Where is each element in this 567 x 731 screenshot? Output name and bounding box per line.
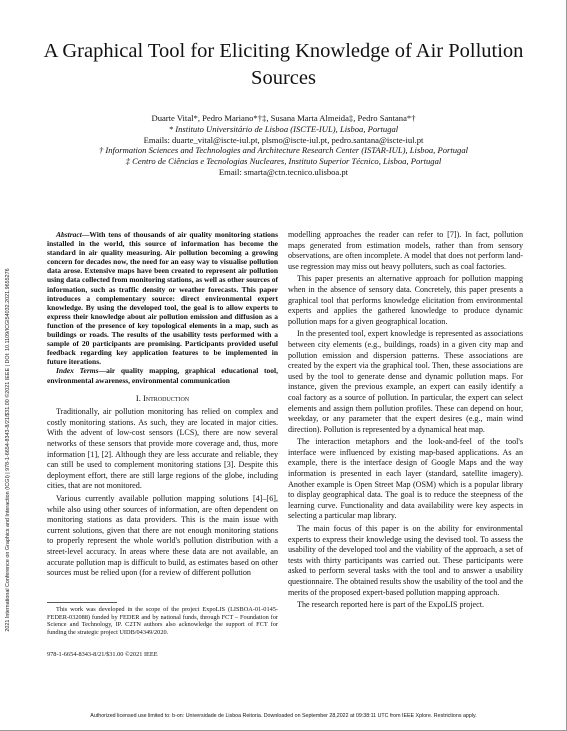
author-emails: Emails: duarte_vital@iscte-iul.pt, plsmo@iscte-iul.pt, pedro.santana@iscte-iul.pt (143, 134, 424, 145)
footnote (47, 602, 278, 636)
right-column (288, 230, 523, 613)
abstract (47, 230, 278, 366)
body-paragraph: The research reported here is part of the ExpoLIS project. (297, 600, 484, 610)
body-paragraph: Various currently available pollution mapping solutions [4]–[6], while also using other sources of information, are often dependent on monitoring stations as data providers. This is the main issue with current solutions, given that there are not enough monitoring stations to properly represent the whole world's pollution distribution with a street-level accuracy. In areas where these data are not available, an accurate pollution map is difficult to build, as estimates based on other sources must be relied upon (for a review of different pollution (47, 493, 278, 578)
abstract-label: Abstract (56, 230, 82, 239)
body-paragraph: In the presented tool, expert knowledge is represented as associations between city elements (e.g., buildings, roads) in a given city map and pollution emission and dispersion patterns. These associations are created by the expert via the graphical tool. Then, these associations are used by the tool to generate dense and dynamic pollution maps. For instance, given the previous example, an expert can easily identify a coal factory as a source of pollution. In particular, the expert can select elements and assign them pollution profiles. These can depend on hour, weekday, or any parameter that the expert desires (e.g., main wind direction). Pollution is represented by a dynamical heat map. (288, 329, 523, 434)
body-paragraph: modelling approaches the reader can refer to [7]). In fact, pollution maps generated from estimation models, rather than from sensory observations, are often incomplete. A model that does not perform land-use regression may miss out heavy polluters, such as coal factories. (288, 230, 523, 271)
affiliation-1: * Instituto Universitário de Lisboa (ISCTE-IUL), Lisboa, Portugal (168, 123, 399, 134)
footnote-rule (47, 602, 117, 603)
body-paragraph: This paper presents an alternative approach for pollution mapping when in the absence of sensory data. Concretely, this paper presents a graphical tool that performs knowledge elicitation from environmental experts and applies the gathered knowledge to produce dynamic pollution maps for a given geographical location. (288, 274, 523, 326)
index-terms-label: Index Terms (56, 366, 99, 376)
footnote-text: This work was developed in the scope of the project ExpoLIS (LISBOA-01-0145-FEDER-032088) funded by FEDER and by national funds, through FCT – Foundation for Science and Technology, IP. C2TN authors also acknowledge the support of FCT for funding the strategic project UIDB/04349/2020. (47, 606, 278, 636)
left-column (47, 230, 278, 581)
author-email-2: Email: smarta@ctn.tecnico.ulisboa.pt (218, 166, 349, 177)
affiliation-3: ‡ Centro de Ciências e Tecnologias Nucleares, Instituto Superior Técnico, Lisboa, Portugal (125, 156, 442, 167)
license-footer: Authorized licensed use limited to: b-on: Universidade de Lisboa Reitoria. Downloaded on September 28,2022 at 09:38:11 UTC from IEEE Xplore. Restrictions apply. (90, 713, 477, 719)
paper-title: A Graphical Tool for Eliciting Knowledge of Air Pollution Sources (43, 40, 524, 89)
affiliation-2: † Information Sciences and Technologies and Architecture Research Center (ISTAR-IUL), Lisboa, Portugal (98, 145, 469, 156)
index-terms-text: —air quality mapping, graphical educational tool, environmental awareness, environmental communication (47, 366, 279, 385)
index-terms (47, 366, 278, 384)
body-paragraph: The main focus of this paper is on the ability for environmental experts to express their knowledge using the devised tool. To assess the usability of the developed tool and the viability of the approach, a set of tests with thirty participants was carried out. These participants were asked to perform several tasks with the tool and to answer a usability questionnaire. The obtained results show the usability of the tool and the merits of the proposed expert-based pollution mapping approach. (288, 524, 523, 597)
abstract-text: —With tens of thousands of air quality monitoring stations installed in the world, this source of information has become the standard in air quality measuring. Air pollution becoming a growing concern for decades now, the need for an easy way to visualise pollution data arose. Extensive maps have been created to represent air pollution using data collected from monitoring stations, as well as other sources of information, such as traffic density or weather forecasts. This paper introduces a complementary source: direct environmental expert knowledge. By using the developed tool, the goal is to allow experts to express their knowledge about air pollution emission and diffusion as a function of the presence of key topological elements in a map, such as buildings or roads. The results of the usability tests performed with a sample of 20 participants are promising. Participants provided useful feedback regarding key application features to be implemented in future iterations. (47, 230, 278, 367)
body-paragraph: Traditionally, air pollution monitoring has relied on complex and costly monitoring stations. As such, they are located in major cities. With the advent of low-cost sensors (LCS), there are now several networks of these sensors that provide more coverage and, thus, more information [1], [2]. Although they are less accurate and reliable, they can still be used to complement monitoring stations [3]. Despite this deployment effort, there are still large regions of the globe, including cities, that are not monitored. (47, 407, 278, 491)
author-names: Duarte Vital*, Pedro Mariano*†‡, Susana Marta Almeida‡, Pedro Santana*† (151, 113, 416, 123)
body-paragraph: The interaction metaphors and the look-and-feel of the tool's interface were influenced by existing map-based applications. As an example, there is the interface design of Google Maps and the way information is presented in each layer (standard, satellite imagery). Another example is Open Street Map (OSM) which is a popular library to display geographical data. The goal is to reduce the steepness of the learning curve. Functionality and data availability were key aspects in selecting a particular map library. (288, 437, 523, 521)
author-block (40, 113, 527, 178)
section-heading-introduction: I. Introduction (135, 392, 190, 403)
sidebar-citation (1, 230, 15, 670)
sidebar-citation-text: 2021 International Conference on Graphics and Interaction (ICGI) | 978-1-6654-8343-8/21/$31.00 ©2021 IEEE | DOI: 10.1109/ICGI54032.2021.9655276 (5, 268, 11, 632)
copyright-notice: 978-1-6654-8343-8/21/$31.00 ©2021 IEEE (47, 651, 158, 658)
